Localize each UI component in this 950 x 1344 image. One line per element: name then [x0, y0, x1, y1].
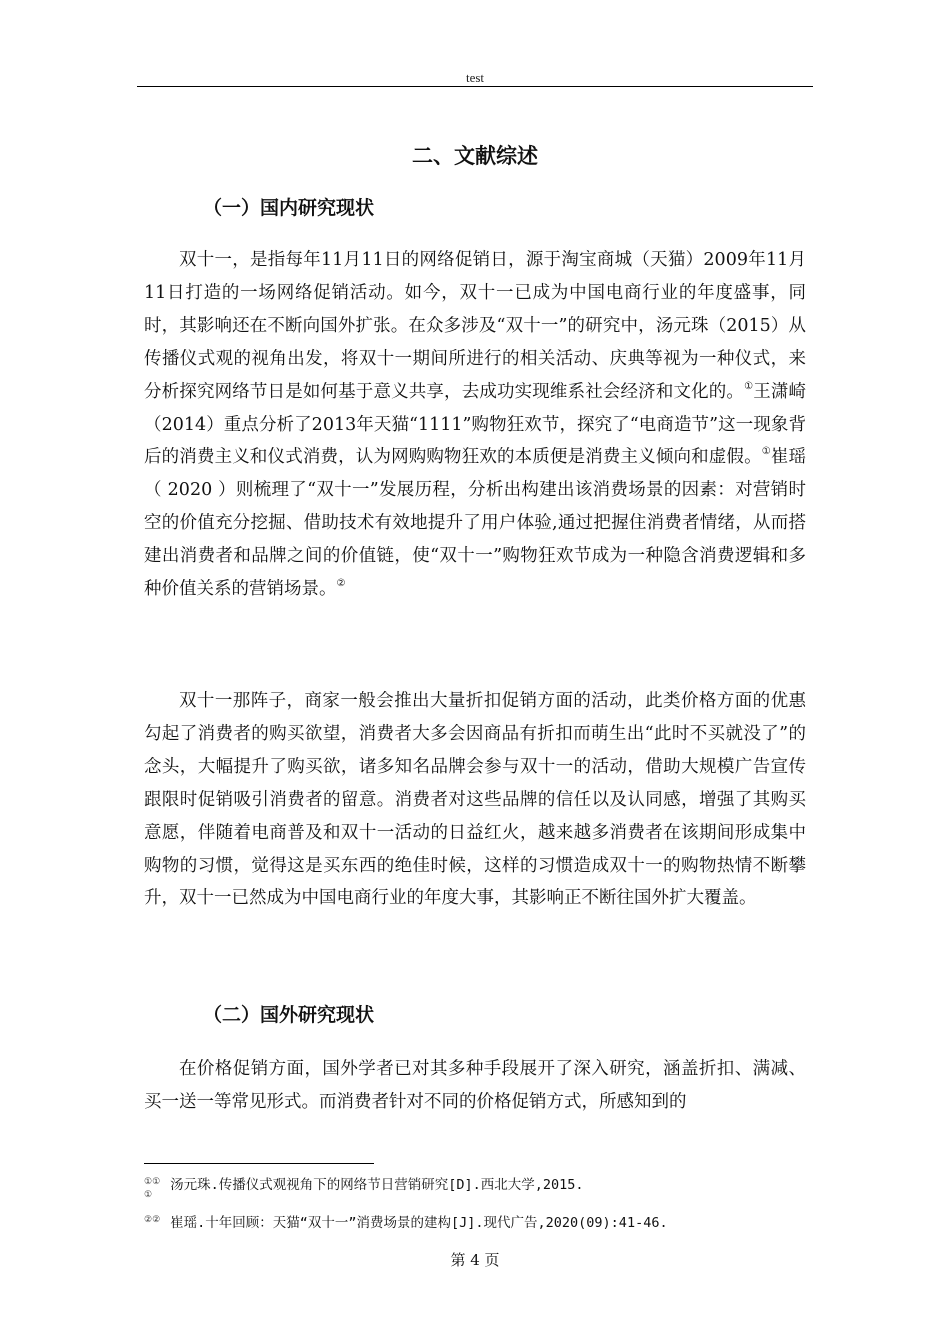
page-header: test [465, 70, 485, 85]
paragraph-domestic-1 [144, 244, 806, 606]
footnote-mark: ① [144, 1190, 153, 1200]
footnote-text: 崔瑶.十年回顾：天猫“双十一”消费场景的建构[J].现代广告,2020(09):41-46. [170, 1215, 668, 1231]
paragraph-domestic-2: 双十一那阵子，商家一般会推出大量折扣促销方面的活动，此类价格方面的优惠勾起了消费者的购买欲望，消费者大多会因商品有折扣而萌生出“此时不买就没了”的念头，大幅提升了购买欲，诸多知名品牌会参与双十一的活动，借助大规模广告宣传跟限时促销吸引消费者的留意。消费者对这些品牌的信任以及认同感，增强了其购买意愿，伴随着电商普及和双十一活动的日益红火，越来越多消费者在该期间形成集中购物的习惯，觉得这是买东西的绝佳时候，这样的习惯造成双十一的购物热情不断攀升，双十一已然成为中国电商行业的年度大事，其影响正不断往国外扩大覆盖。 [144, 691, 806, 909]
footnote-ref: ① [761, 446, 771, 458]
subsection-title-foreign: （二）国外研究现状 [203, 1004, 375, 1026]
header-divider [137, 86, 813, 87]
paragraph-text: 王潇崎（2014）重点分析了2013年天猫“1111”购物狂欢节，探究了“电商造节”这一现象背后的消费主义和仪式消费，认为网购购物狂欢的本质便是消费主义倾向和虚假。 [144, 381, 807, 468]
footnote-mark: ①① [144, 1177, 161, 1187]
footnote-divider [144, 1163, 374, 1164]
footnote-text: 汤元珠.传播仪式观视角下的网络节日营销研究[D].西北大学,2015. [170, 1177, 584, 1193]
footnote-ref: ① [744, 380, 754, 392]
page-number: 第 4 页 [450, 1251, 500, 1269]
footnote-ref: ② [336, 578, 346, 590]
section-title: 二、文献综述 [412, 144, 538, 168]
paragraph-text: 双十一，是指每年11月11日的网络促销日，源于淘宝商城（天猫）2009年11月11日打造的一场网络促销活动。如今，双十一已成为中国电商行业的年度盛事，同时，其影响还在不断向国外扩张。在众多涉及“双十一”的研究中，汤元珠（2015）从传播仪式观的视角出发，将双十一期间所进行的相关活动、庆典等视为一种仪式，来分析探究网络节日是如何基于意义共享，去成功实现维系社会经济和文化的。 [144, 250, 806, 402]
subsection-title-domestic: （一）国内研究现状 [203, 197, 375, 219]
paragraph-foreign-1: 在价格促销方面，国外学者已对其多种手段展开了深入研究，涵盖折扣、满减、买一送一等常见形式。而消费者针对不同的价格促销方式，所感知到的 [144, 1059, 806, 1112]
footnote-1-continued [144, 1190, 824, 1206]
paragraph-text: 崔瑶（ 2020 ）则梳理了“双十一”发展历程，分析出构建出该消费场景的因素：对营销时空的价值充分挖掘、借助技术有效地提升了用户体验,通过把握住消费者情绪，从而搭建出消费者和品牌之间的价值链，使“双十一”购物狂欢节成为一种隐含消费逻辑和多种价值关系的营销场景。 [144, 447, 807, 600]
footnote-2 [144, 1211, 824, 1231]
footnote-mark: ②② [144, 1215, 161, 1225]
